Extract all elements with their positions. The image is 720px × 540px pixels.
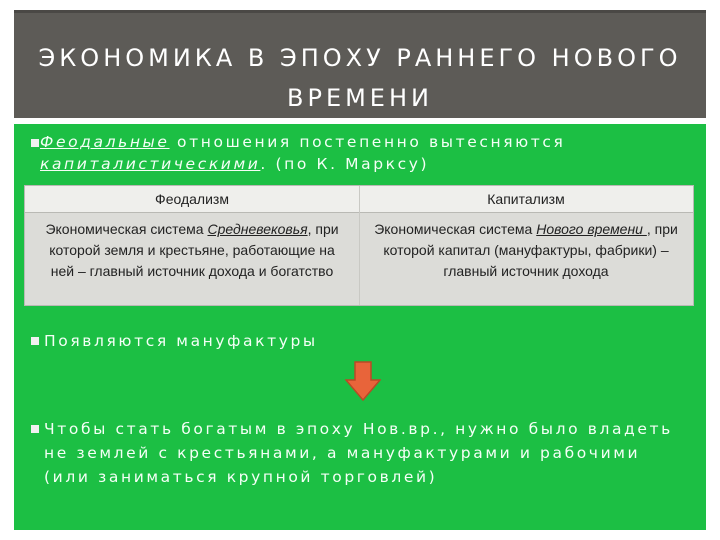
slide-title-line-2: ВРЕМЕНИ [287,84,433,112]
term-new-time: Нового времени [536,221,647,237]
cell-feudalism [25,219,359,282]
title-bar [14,10,706,118]
term-middle-ages: Средневековья [207,221,308,237]
slide-title-line-1: ЭКОНОМИКА В ЭПОХУ РАННЕГО НОВОГО [38,44,682,72]
bullet-text: . (по К. Марксу) [260,155,430,173]
square-bullet-icon [31,337,39,345]
cell-text: Экономическая система [45,221,208,237]
cell-text: Экономическая система [374,221,537,237]
bullet-text: отношения постепенно вытесняются [169,133,566,151]
bullet-feudal-capitalist [40,131,700,175]
square-bullet-icon [31,425,39,433]
term-capitalist: капиталистическими [40,155,261,173]
cell-text: , при которой капитал (мануфактуры, фабрики) – главный источник дохода [383,221,678,279]
down-arrow-icon [345,361,381,401]
cell-capitalism [359,219,693,282]
header-capitalism: Капитализм [487,191,565,207]
term-feudal: Феодальные [40,133,170,151]
bullet-wealth: Чтобы стать богатым в эпоху Нов.вр., нужно было владеть не землей с крестьянами, а мануфактурами и рабочими (или заниматься крупной торговлей) [44,420,673,486]
header-feudalism: Феодализм [155,191,229,207]
bullet-manufactories: Появляются мануфактуры [44,332,318,350]
slide-title [14,38,706,118]
comparison-table [24,185,694,306]
cell-text: , при которой земля и крестьяне, работающие на ней – главный источник дохода и богатство [49,221,339,279]
square-bullet-icon [31,139,39,147]
